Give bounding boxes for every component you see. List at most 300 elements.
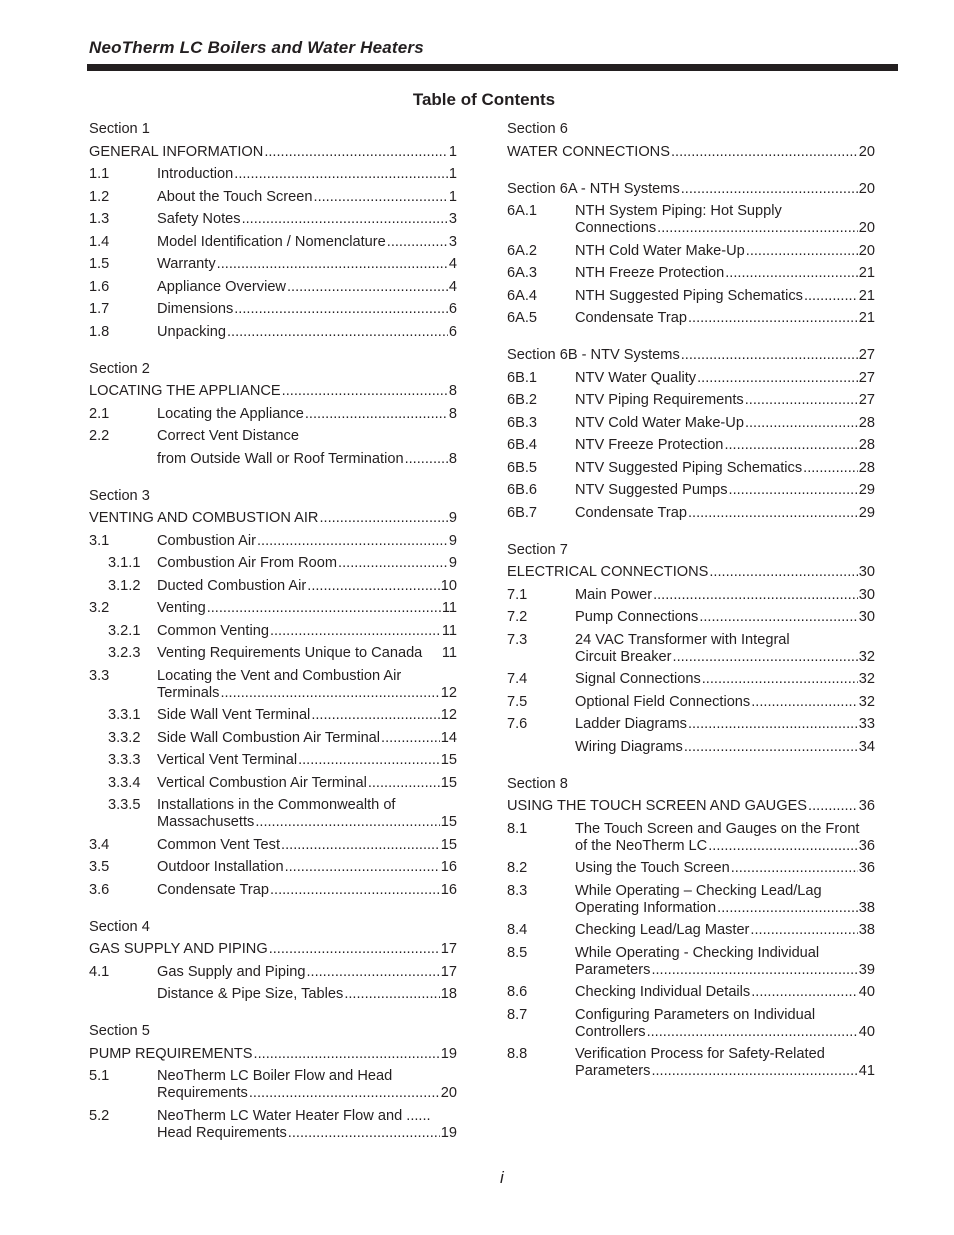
toc-entry[interactable] [507,392,875,409]
toc-main-entry[interactable] [507,564,875,581]
toc-entry-title: Condensate Trap [575,504,687,521]
toc-entry-title: NTH Suggested Piping Schematics [575,287,803,304]
toc-line [157,964,457,981]
dot-leader [750,922,857,939]
toc-entry-number: 1.5 [89,256,110,272]
toc-entry-body [157,797,457,831]
toc-page-number: 20 [858,220,875,236]
toc-line [157,707,457,724]
toc-entry-title: NTH Freeze Protection [575,265,725,281]
toc-line [575,1024,875,1041]
toc-entry-body [157,623,457,640]
toc-entry-title: ELECTRICAL CONNECTIONS [507,564,709,580]
toc-line [157,685,457,702]
toc-entry-title: Outdoor Installation [157,859,284,875]
toc-line [157,555,457,572]
toc-page-number: 9 [448,555,457,571]
toc-entry[interactable] [507,310,875,327]
dot-leader [681,181,858,198]
toc-page-number: 30 [858,564,875,580]
dot-leader [227,324,448,341]
toc-page-number: 15 [440,774,457,791]
dot-leader [653,587,858,604]
toc-entry[interactable] [89,668,457,702]
toc-entry-body [157,189,457,206]
toc-entry[interactable] [507,1007,875,1041]
dot-leader [234,301,448,318]
toc-entry-title: NTV Freeze Protection [575,437,724,453]
toc-entry[interactable] [507,203,875,237]
dot-leader [306,964,439,981]
toc-entry-number: 3.3 [89,667,110,684]
toc-entry-title: of the NeoTherm LC [575,837,708,854]
section-spacer [89,904,457,919]
toc-entry-title: Parameters [575,961,651,978]
dot-leader [207,600,441,617]
toc-entry[interactable] [89,707,457,724]
toc-page-number: 6 [448,323,457,340]
toc-entry[interactable] [89,623,457,640]
dot-leader [725,265,858,282]
toc-entry-body [157,279,457,296]
toc-entry-body [575,460,875,477]
toc-entry-title: Appliance Overview [157,278,286,295]
toc-page-number: 4 [448,278,457,295]
toc-line [89,510,457,527]
toc-entry[interactable] [89,730,457,747]
toc-entry-number: 3.3.3 [108,752,141,768]
toc-entry[interactable] [507,265,875,282]
toc-line [157,189,457,206]
toc-line [157,166,457,183]
toc-line [575,860,875,877]
toc-page-number: 20 [858,143,875,160]
toc-entry-title: Model Identification / Nomenclature [157,233,386,250]
toc-entry-body [575,288,875,305]
dot-leader [249,1085,440,1102]
toc-entry-body [575,437,875,454]
toc-line [575,392,875,409]
toc-entry-body [575,883,875,917]
dot-leader [745,415,858,432]
toc-entry-title: NTV Suggested Pumps [575,482,728,498]
toc-line: NeoTherm LC Water Heater Flow and ...... [157,1107,431,1124]
toc-entry-title: Wiring Diagrams [575,738,683,755]
dot-leader [381,730,440,747]
toc-entry-number: 6B.2 [507,392,538,408]
toc-page-number: 28 [858,414,875,431]
toc-entry[interactable] [507,821,875,855]
toc-entry[interactable] [89,775,457,792]
toc-entry[interactable] [89,451,457,468]
toc-entry[interactable] [507,437,875,454]
toc-entry[interactable] [507,609,875,626]
toc-entry-number: 1.2 [89,188,110,205]
toc-page-number: 32 [858,693,875,710]
toc-entry[interactable] [507,694,875,711]
toc-line: While Operating - Checking Individual [575,944,820,961]
toc-page-number: 11 [441,645,457,661]
dot-leader [688,310,858,327]
toc-line [575,310,875,327]
toc-entry[interactable] [507,288,875,305]
toc-entry-number: 3.2 [89,600,110,616]
toc-entry[interactable] [507,922,875,939]
toc-entry[interactable] [89,555,457,572]
toc-line [157,234,457,251]
toc-entry[interactable] [89,256,457,273]
toc-line [157,645,457,662]
toc-line [575,739,875,756]
toc-line [575,415,875,432]
toc-main-entry[interactable] [89,510,457,527]
toc-entry[interactable] [507,860,875,877]
toc-entry-number: 7.4 [507,671,528,687]
toc-line: The Touch Screen and Gauges on the Front [575,820,860,837]
toc-entry[interactable] [89,752,457,769]
dot-leader [709,564,857,581]
toc-entry-title: Circuit Breaker [575,648,672,665]
toc-entry-body [575,482,875,499]
toc-entry-body [157,1068,457,1102]
toc-entry-number: 3.4 [89,836,110,853]
section-label: Section 6 [507,121,568,137]
dot-leader [264,144,448,161]
toc-entry-number: 6A.2 [507,242,538,259]
toc-page-number: 19 [440,1124,457,1141]
toc-page-number: 36 [858,837,875,854]
toc-line: Locating the Vent and Combustion Air [157,667,402,684]
toc-entry-title: GENERAL INFORMATION [89,143,264,160]
toc-line [575,694,875,711]
dot-leader [285,859,440,876]
toc-entry-title: Side Wall Combustion Air Terminal [157,729,381,746]
toc-entry-body [157,428,457,445]
toc-page-number: 17 [440,963,457,980]
section-spacer [89,346,457,361]
toc-entry-number: 6B.7 [507,504,538,521]
toc-entry-title: Massachusetts [157,814,255,830]
toc-entry-title: Correct Vent Distance [157,428,299,444]
toc-page-number: 8 [448,450,457,467]
toc-entry-title: USING THE TOUCH SCREEN AND GAUGES [507,798,808,814]
toc-entry[interactable] [507,883,875,917]
toc-entry[interactable] [89,600,457,617]
toc-page-number: 20 [440,1085,457,1101]
toc-line [575,649,875,666]
toc-entry[interactable] [89,301,457,318]
toc-main-entry[interactable] [89,941,457,958]
toc-entry-title: Unpacking [157,323,226,340]
toc-entry[interactable] [89,189,457,206]
toc-entry-body [575,609,875,626]
dot-leader [405,451,448,468]
toc-main-entry[interactable] [89,144,457,161]
toc-page-number: 40 [858,1023,875,1040]
dot-leader [699,609,857,626]
toc-entry[interactable] [507,671,875,688]
toc-entry-title: Warranty [157,256,216,272]
dot-leader [717,900,858,917]
toc-line [575,671,875,688]
toc-main-entry[interactable] [507,144,875,161]
toc-entry-number: 4.1 [89,963,110,980]
toc-line [507,347,875,364]
toc-entry[interactable] [507,587,875,604]
toc-entry-title: NTV Water Quality [575,369,697,386]
toc-entry[interactable] [507,243,875,260]
toc-page-number: 18 [440,986,457,1002]
toc-entry-number: 6A.5 [507,310,538,326]
toc-entry-body [575,203,875,237]
toc-line [89,1046,457,1063]
toc-page-number: 21 [858,310,875,326]
toc-entry[interactable] [89,211,457,228]
toc-entry-title: NTV Piping Requirements [575,392,744,408]
toc-entry-number: 3.1 [89,532,110,549]
toc-line [575,1063,875,1080]
toc-page-number: 28 [858,437,875,453]
section-spacer [507,761,875,776]
toc-entry-title: Gas Supply and Piping [157,963,306,980]
toc-entry-body [157,406,457,423]
toc-entry-body [575,310,875,327]
dot-leader [307,578,440,595]
toc-entry-title: Condensate Trap [157,881,269,898]
toc-entry[interactable] [89,964,457,981]
toc-page-number: 1 [448,143,457,160]
toc-entry-title: Dimensions [157,301,234,317]
toc-entry[interactable] [89,859,457,876]
toc-page-number: 40 [858,984,875,1000]
toc-page-number: 11 [441,600,457,616]
toc-entry-number: 7.6 [507,716,528,732]
section-label: Section 1 [89,121,150,137]
section-spacer [89,1009,457,1024]
toc-line [575,838,875,855]
toc-page-number: 8 [448,383,457,399]
toc-page-number: 30 [858,609,875,625]
toc-entry[interactable] [89,533,457,550]
toc-entry-number: 6B.3 [507,414,538,431]
toc-entry[interactable] [507,505,875,522]
dot-leader [702,671,858,688]
toc-entry-title: Ducted Combustion Air [157,577,307,594]
toc-main-entry[interactable] [89,383,457,400]
toc-entry-number: 8.4 [507,922,528,938]
toc-entry-title: Condensate Trap [575,310,687,326]
dot-leader [319,510,447,527]
toc-entry[interactable] [507,460,875,477]
toc-entry-title: GAS SUPPLY AND PIPING [89,941,268,957]
toc-line [575,482,875,499]
toc-line [157,428,457,445]
toc-page-number: 3 [448,211,457,227]
toc-line [157,752,457,769]
toc-entry-body [157,752,457,769]
toc-entry-body [575,265,875,282]
document-header: NeoTherm LC Boilers and Water Heaters [89,38,424,57]
toc-line [575,243,875,260]
toc-line [575,984,875,1001]
toc-line [157,1085,457,1102]
dot-leader [751,694,858,711]
toc-entry-body [575,945,875,979]
toc-entry-number: 6B.4 [507,437,538,453]
toc-entry-number: 1.8 [89,323,110,340]
toc-entry-body [575,860,875,877]
toc-main-entry[interactable] [89,1046,457,1063]
toc-entry[interactable] [507,1046,875,1080]
toc-entry-body [575,370,875,387]
toc-line [157,600,457,617]
toc-entry-title: Combustion Air [157,532,256,549]
toc-entry[interactable] [89,1068,457,1102]
toc-entry-title: WATER CONNECTIONS [507,143,670,160]
toc-page-number: 10 [440,577,457,594]
toc-page-number: 41 [858,1063,875,1079]
toc-entry-body [157,986,457,1003]
section-spacer [507,333,875,348]
toc-entry[interactable] [507,984,875,1001]
toc-page-number: 9 [448,510,457,526]
toc-entry[interactable] [89,406,457,423]
toc-main-entry[interactable] [507,798,875,815]
toc-entry-number: 6B.1 [507,369,538,386]
toc-entry-title: PUMP REQUIREMENTS [89,1045,253,1062]
toc-entry-title: Common Venting [157,622,269,639]
toc-entry[interactable] [89,279,457,296]
toc-entry[interactable] [507,632,875,666]
dot-leader [254,1046,440,1063]
toc-main-entry[interactable] [507,181,875,198]
toc-line [575,370,875,387]
toc-line [507,181,875,198]
toc-line [157,406,457,423]
toc-entry[interactable] [507,945,875,979]
toc-entry-body [157,859,457,876]
toc-line [575,587,875,604]
toc-entry-body [575,694,875,711]
toc-page-number: 20 [858,180,875,197]
toc-line [157,256,457,273]
dot-leader [269,941,440,958]
toc-entry[interactable] [89,797,457,831]
toc-line [157,859,457,876]
toc-entry-title: Venting Requirements Unique to Canada [157,645,423,661]
toc-page-number: 17 [440,941,457,957]
dot-leader [314,189,448,206]
toc-entry-number: 8.5 [507,944,528,961]
toc-line [575,265,875,282]
toc-entry-body [157,578,457,595]
toc-line [157,279,457,296]
toc-entry-body [575,984,875,1001]
toc-entry-title: Side Wall Vent Terminal [157,707,311,723]
section-spacer [507,527,875,542]
toc-entry[interactable] [89,166,457,183]
toc-line: While Operating – Checking Lead/Lag [575,882,822,899]
toc-line [507,564,875,581]
toc-entry-number: 3.3.5 [108,797,141,813]
dot-leader [671,144,858,161]
section-label: Section 4 [89,918,150,935]
dot-leader [368,775,440,792]
toc-entry-number: 3.3.2 [108,729,141,746]
toc-line [157,1125,457,1142]
section-spacer [507,166,875,181]
toc-entry-title: Common Vent Test [157,836,281,853]
toc-entry[interactable] [89,234,457,251]
toc-entry-number: 7.1 [507,586,528,603]
toc-entry-number: 1.4 [89,233,110,250]
dot-leader [729,482,858,499]
toc-entry[interactable] [507,739,875,756]
toc-entry-title: Vertical Vent Terminal [157,752,298,768]
toc-entry-number: 2.1 [89,405,110,422]
toc-entry[interactable] [89,428,457,445]
dot-leader [651,962,857,979]
section-label: Section 2 [89,360,150,377]
dot-leader [708,838,858,855]
dot-leader [270,623,441,640]
toc-entry-body [157,730,457,747]
toc-entry-number: 3.5 [89,859,110,875]
toc-entry-title: Terminals [157,684,220,701]
toc-line: NeoTherm LC Boiler Flow and Head [157,1068,393,1084]
toc-entry-title: Main Power [575,586,653,603]
toc-entry-number: 8.2 [507,860,528,876]
toc-entry-body [575,632,875,666]
toc-page-number: 15 [440,752,457,768]
toc-entry-title: Signal Connections [575,671,701,687]
toc-entry-body [157,882,457,899]
toc-entry[interactable] [89,578,457,595]
toc-entry-number: 3.2.3 [108,645,141,661]
toc-entry-title: NTH Cold Water Make-Up [575,242,745,259]
toc-entry-body [575,1046,875,1080]
toc-entry-title: Operating Information [575,899,717,916]
toc-entry[interactable] [89,837,457,854]
toc-entry[interactable] [89,882,457,899]
toc-entry[interactable] [89,1108,457,1142]
dot-leader [288,1125,440,1142]
toc-entry[interactable] [507,482,875,499]
dot-leader [242,211,448,228]
dot-leader [803,460,858,477]
toc-entry[interactable] [507,716,875,733]
toc-entry-body [157,964,457,981]
toc-page-number: 8 [448,405,457,422]
dot-leader [746,243,858,260]
toc-entry[interactable] [89,986,457,1003]
toc-line: 24 VAC Transformer with Integral [575,631,790,648]
toc-entry-body [575,821,875,855]
toc-entry[interactable] [507,370,875,387]
dot-leader [724,437,857,454]
toc-main-entry[interactable] [507,347,875,364]
toc-entry-title: Connections [575,220,657,236]
toc-entry[interactable] [89,645,457,662]
toc-line [157,324,457,341]
toc-entry[interactable] [89,324,457,341]
toc-entry-number: 1.1 [89,166,110,182]
toc-entry-title: About the Touch Screen [157,188,313,205]
toc-line: Configuring Parameters on Individual [575,1006,816,1023]
toc-page-number: 32 [858,648,875,665]
toc-entry[interactable] [507,415,875,432]
toc-entry-number: 3.3.1 [108,707,141,723]
